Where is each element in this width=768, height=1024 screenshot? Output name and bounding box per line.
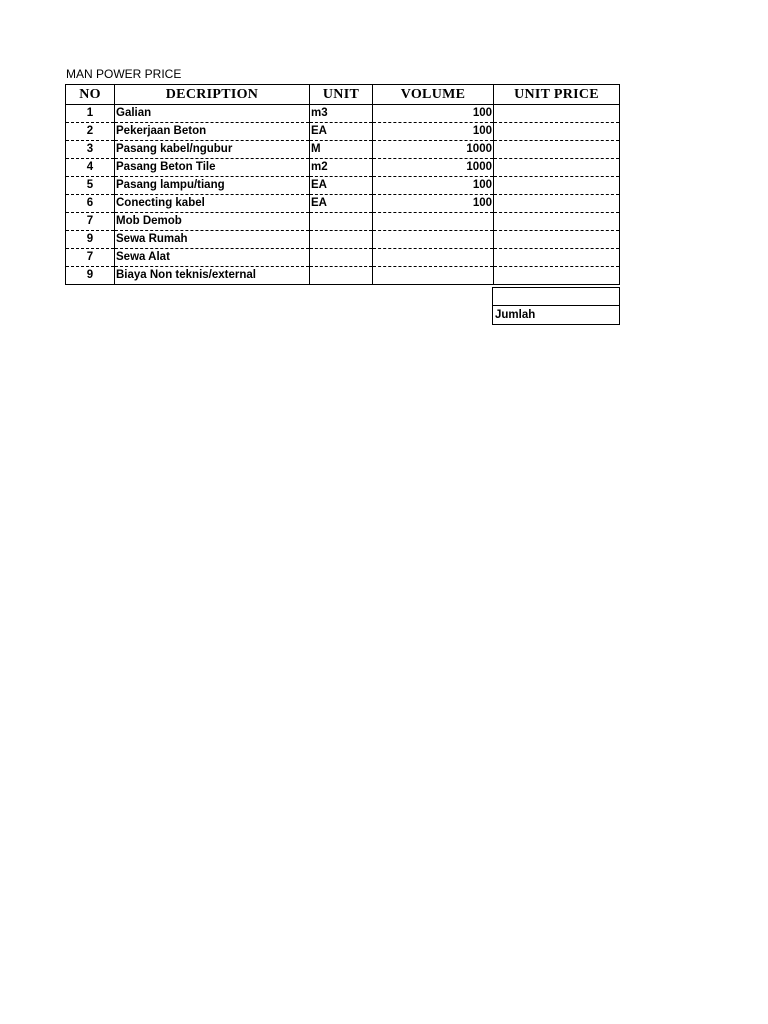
cell-unit-price[interactable] — [494, 267, 620, 285]
cell-unit-price[interactable] — [494, 195, 620, 213]
cell-description[interactable]: Mob Demob — [115, 213, 310, 231]
cell-unit-price[interactable] — [494, 105, 620, 123]
cell-volume[interactable] — [373, 249, 494, 267]
cell-description[interactable]: Conecting kabel — [115, 195, 310, 213]
cell-unit-price[interactable] — [494, 249, 620, 267]
cell-unit-price[interactable] — [494, 123, 620, 141]
header-no[interactable]: NO — [66, 85, 115, 105]
cell-unit[interactable]: m2 — [310, 159, 373, 177]
table-row — [66, 159, 620, 177]
total-box — [492, 287, 620, 325]
table-row — [66, 141, 620, 159]
cell-no[interactable]: 2 — [66, 123, 115, 141]
cell-no[interactable]: 3 — [66, 141, 115, 159]
cell-unit-price[interactable] — [494, 213, 620, 231]
table-row — [66, 195, 620, 213]
table-row — [66, 177, 620, 195]
table-row — [66, 267, 620, 285]
cell-description[interactable]: Sewa Rumah — [115, 231, 310, 249]
cell-unit[interactable]: M — [310, 141, 373, 159]
sheet-title: MAN POWER PRICE — [66, 67, 182, 81]
header-unit[interactable]: UNIT — [310, 85, 373, 105]
cell-volume[interactable]: 1000 — [373, 159, 494, 177]
cell-unit[interactable]: m3 — [310, 105, 373, 123]
header-unit-price[interactable]: UNIT PRICE — [494, 85, 620, 105]
cell-unit[interactable] — [310, 249, 373, 267]
cell-no[interactable]: 9 — [66, 231, 115, 249]
table-header-row — [66, 85, 620, 105]
cell-unit[interactable]: EA — [310, 195, 373, 213]
cell-no[interactable]: 5 — [66, 177, 115, 195]
total-value-cell[interactable] — [493, 288, 619, 306]
cell-unit[interactable]: EA — [310, 177, 373, 195]
cell-unit-price[interactable] — [494, 159, 620, 177]
cell-description[interactable]: Biaya Non teknis/external — [115, 267, 310, 285]
total-label-cell[interactable]: Jumlah — [495, 309, 536, 321]
table-row — [66, 105, 620, 123]
cell-unit[interactable] — [310, 267, 373, 285]
cell-description[interactable]: Pasang kabel/ngubur — [115, 141, 310, 159]
cell-volume[interactable]: 1000 — [373, 141, 494, 159]
cell-volume[interactable]: 100 — [373, 177, 494, 195]
cell-no[interactable]: 4 — [66, 159, 115, 177]
cell-description[interactable]: Pasang lampu/tiang — [115, 177, 310, 195]
cell-volume[interactable]: 100 — [373, 105, 494, 123]
header-description[interactable]: DECRIPTION — [115, 85, 310, 105]
cell-volume[interactable]: 100 — [373, 195, 494, 213]
cell-volume[interactable] — [373, 267, 494, 285]
table-row — [66, 249, 620, 267]
cell-description[interactable]: Pasang Beton Tile — [115, 159, 310, 177]
cell-unit[interactable]: EA — [310, 123, 373, 141]
cell-description[interactable]: Pekerjaan Beton — [115, 123, 310, 141]
cell-volume[interactable] — [373, 231, 494, 249]
cell-volume[interactable]: 100 — [373, 123, 494, 141]
table-row — [66, 213, 620, 231]
cell-no[interactable]: 7 — [66, 249, 115, 267]
table-row — [66, 123, 620, 141]
cell-no[interactable]: 9 — [66, 267, 115, 285]
cell-unit[interactable] — [310, 231, 373, 249]
header-volume[interactable]: VOLUME — [373, 85, 494, 105]
cell-description[interactable]: Sewa Alat — [115, 249, 310, 267]
cell-unit-price[interactable] — [494, 141, 620, 159]
cell-no[interactable]: 7 — [66, 213, 115, 231]
cell-description[interactable]: Galian — [115, 105, 310, 123]
cell-unit[interactable] — [310, 213, 373, 231]
cell-volume[interactable] — [373, 213, 494, 231]
man-power-price-table — [65, 84, 620, 285]
table-row — [66, 231, 620, 249]
cell-no[interactable]: 6 — [66, 195, 115, 213]
cell-unit-price[interactable] — [494, 231, 620, 249]
cell-unit-price[interactable] — [494, 177, 620, 195]
cell-no[interactable]: 1 — [66, 105, 115, 123]
